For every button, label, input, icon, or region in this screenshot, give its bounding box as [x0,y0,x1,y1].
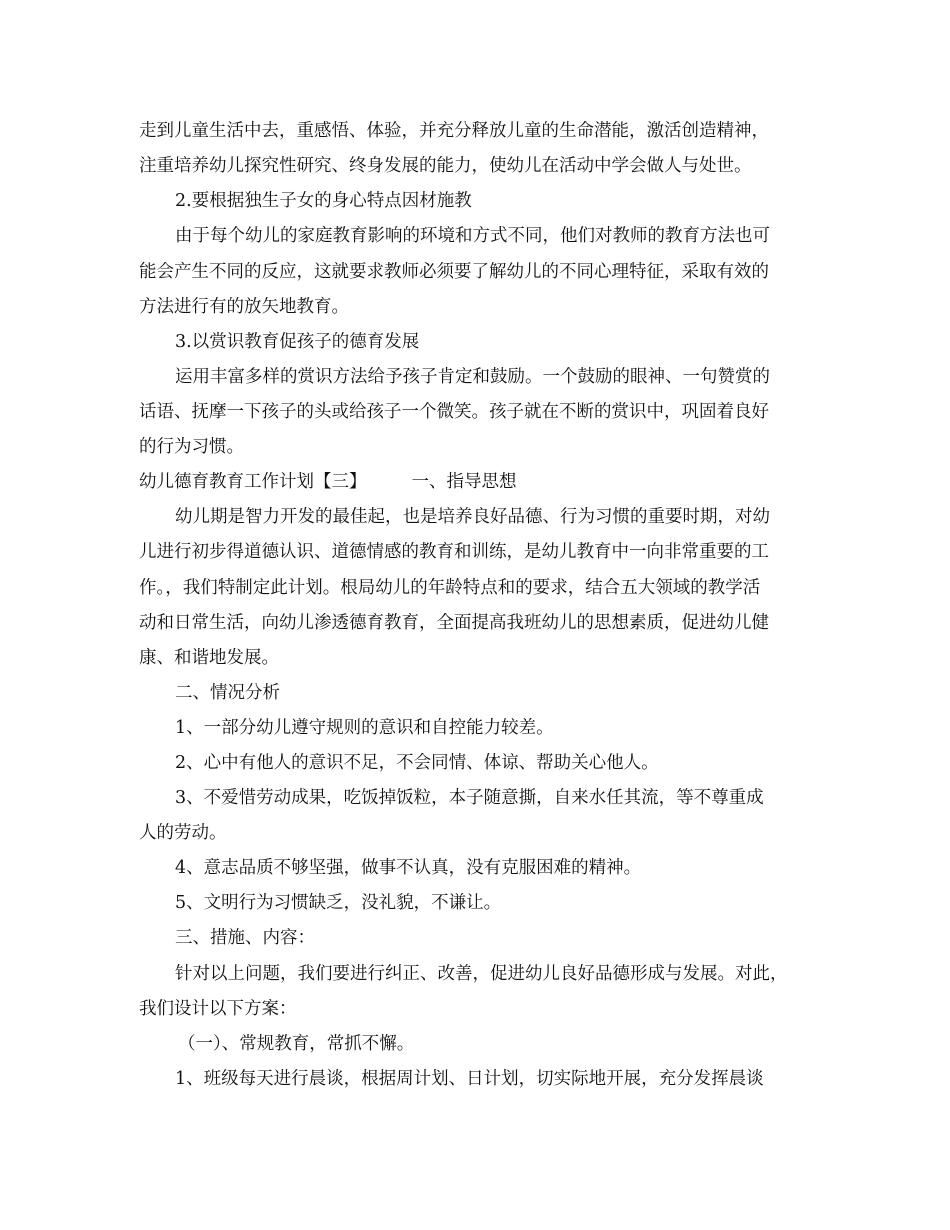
paragraph-line: 儿进行初步得道德认识、道德情感的教育和训练，是幼儿教育中一向非常重要的工 [139,542,769,562]
paragraph-line: 话语、抚摩一下孩子的头或给孩子一个微笑。孩子就在不断的赏识中，巩固着良好 [139,402,769,422]
list-item: 1、一部分幼儿遵守规则的意识和自控能力较差。 [175,718,554,738]
subheading-routine: （一）、常规教育，常抓不懈。 [178,1034,415,1054]
subheading-measures: 三、措施、内容： [175,928,315,948]
section-heading [139,470,517,494]
paragraph-line: 走到儿童生活中去，重感悟、体验，并充分释放儿童的生命潜能，激活创造精神， [139,121,769,141]
paragraph-line: 注重培养幼儿探究性研究、终身发展的能力，使幼儿在活动中学会做人与处世。 [139,156,752,176]
paragraph-line: 动和日常生活，向幼儿渗透德育教育，全面提高我班幼儿的思想素质，促进幼儿健 [139,613,769,633]
subheading-3: 3.以赏识教育促孩子的德育发展 [175,332,420,352]
paragraph-line: 作。，我们特制定此计划。根局幼儿的年龄特点和的要求，结合五大领域的教学活 [139,578,761,598]
list-item-continuation: 人的劳动。 [139,823,227,843]
paragraph-line: 康、和谐地发展。 [139,648,279,668]
list-item: 1、班级每天进行晨谈，根据周计划、日计划，切实际地开展，充分发挥晨谈 [175,1069,764,1089]
section-title: 幼儿德育教育工作计划【三】 [139,472,367,492]
subheading-2: 2.要根据独生子女的身心特点因材施教 [175,191,472,211]
paragraph-line: 运用丰富多样的赏识方法给予孩子肯定和鼓励。一个鼓励的眼神、一句赞赏的 [175,367,770,387]
subheading-analysis: 二、情况分析 [175,683,280,703]
paragraph-line: 我们设计以下方案： [139,999,297,1019]
list-item: 5、文明行为习惯缺乏，没礼貌，不谦让。 [175,893,502,913]
list-item: 3、不爱惜劳动成果，吃饭掉饭粒，本子随意撕，自来水任其流，等不尊重成 [175,788,764,808]
section-subtitle: 一、指导思想 [411,472,517,492]
paragraph-line: 能会产生不同的反应，这就要求教师必须要了解幼儿的不同心理特征，采取有效的 [139,262,769,282]
paragraph-line: 由于每个幼儿的家庭教育影响的环境和方式不同，他们对教师的教育方法也可 [175,226,770,246]
list-item: 2、心中有他人的意识不足，不会同情、体谅、帮助关心他人。 [175,753,659,773]
list-item: 4、意志品质不够坚强，做事不认真，没有克服困难的精神。 [175,858,642,878]
paragraph-line: 针对以上问题，我们要进行纠正、改善，促进幼儿良好品德形成与发展。对此， [175,964,788,984]
paragraph-line: 方法进行有的放矢地教育。 [139,297,349,317]
paragraph-line: 的行为习惯。 [139,437,244,457]
paragraph-line: 幼儿期是智力开发的最佳起，也是培养良好品德、行为习惯的重要时期，对幼 [175,507,770,527]
